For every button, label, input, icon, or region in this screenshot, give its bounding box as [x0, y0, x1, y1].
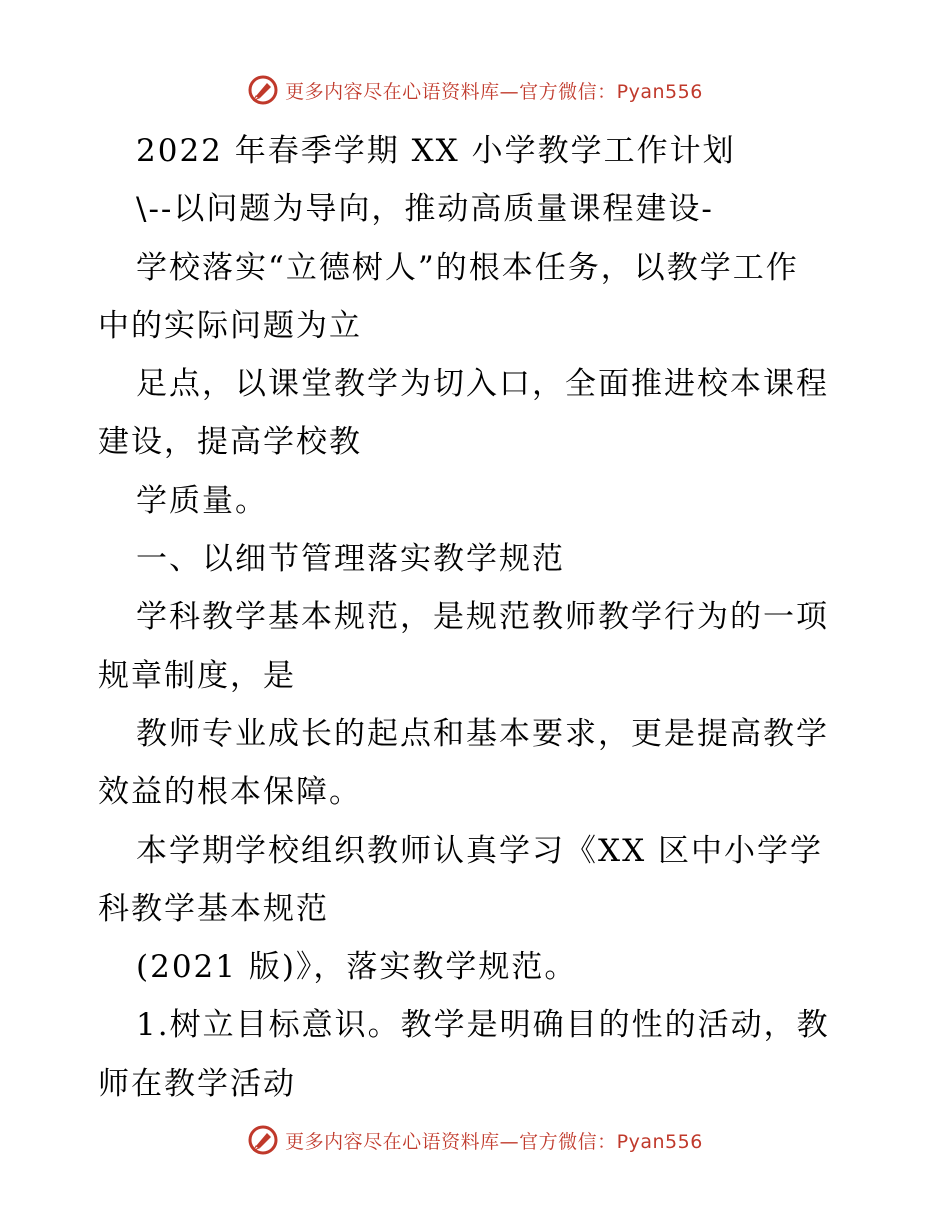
text-line: (2021 版)》，落实教学规范。	[136, 949, 578, 986]
text-line: 学质量。	[136, 482, 268, 519]
text-line: 2022 年春季学期 XX 小学教学工作计划	[136, 133, 736, 169]
text-line: 师在教学活动	[98, 1065, 296, 1102]
text-line: 一、以细节管理落实教学规范	[136, 541, 565, 578]
pen-nib-logo-icon	[247, 1124, 279, 1156]
text-line: 科教学基本规范	[98, 890, 329, 927]
watermark-text: 更多内容尽在心语资料库—官方微信：Pyan556	[285, 80, 703, 103]
text-line: 学科教学基本规范，是规范教师教学行为的一项	[136, 599, 829, 636]
text-line: 建设，提高学校教	[98, 424, 362, 461]
watermark-text: 更多内容尽在心语资料库—官方微信：Pyan556	[285, 1130, 703, 1153]
document-body	[98, 122, 858, 1113]
text-line: 教师专业成长的起点和基本要求，更是提高教学	[136, 715, 829, 752]
text-line: 效益的根本保障。	[98, 774, 362, 811]
text-line: 本学期学校组织教师认真学习《XX 区中小学学	[136, 832, 823, 869]
text-line: 规章制度，是	[98, 657, 296, 694]
text-line: \--以问题为导向，推动高质量课程建设-	[136, 191, 714, 228]
header-watermark	[0, 70, 950, 110]
pen-nib-logo-icon	[247, 74, 279, 106]
text-line: 足点，以课堂教学为切入口，全面推进校本课程	[136, 366, 829, 403]
text-line: 学校落实“立德树人”的根本任务，以教学工作	[136, 249, 799, 286]
text-line: 1.树立目标意识。教学是明确目的性的活动，教	[136, 1007, 830, 1044]
text-line: 中的实际问题为立	[98, 307, 362, 344]
footer-watermark	[0, 1120, 950, 1160]
